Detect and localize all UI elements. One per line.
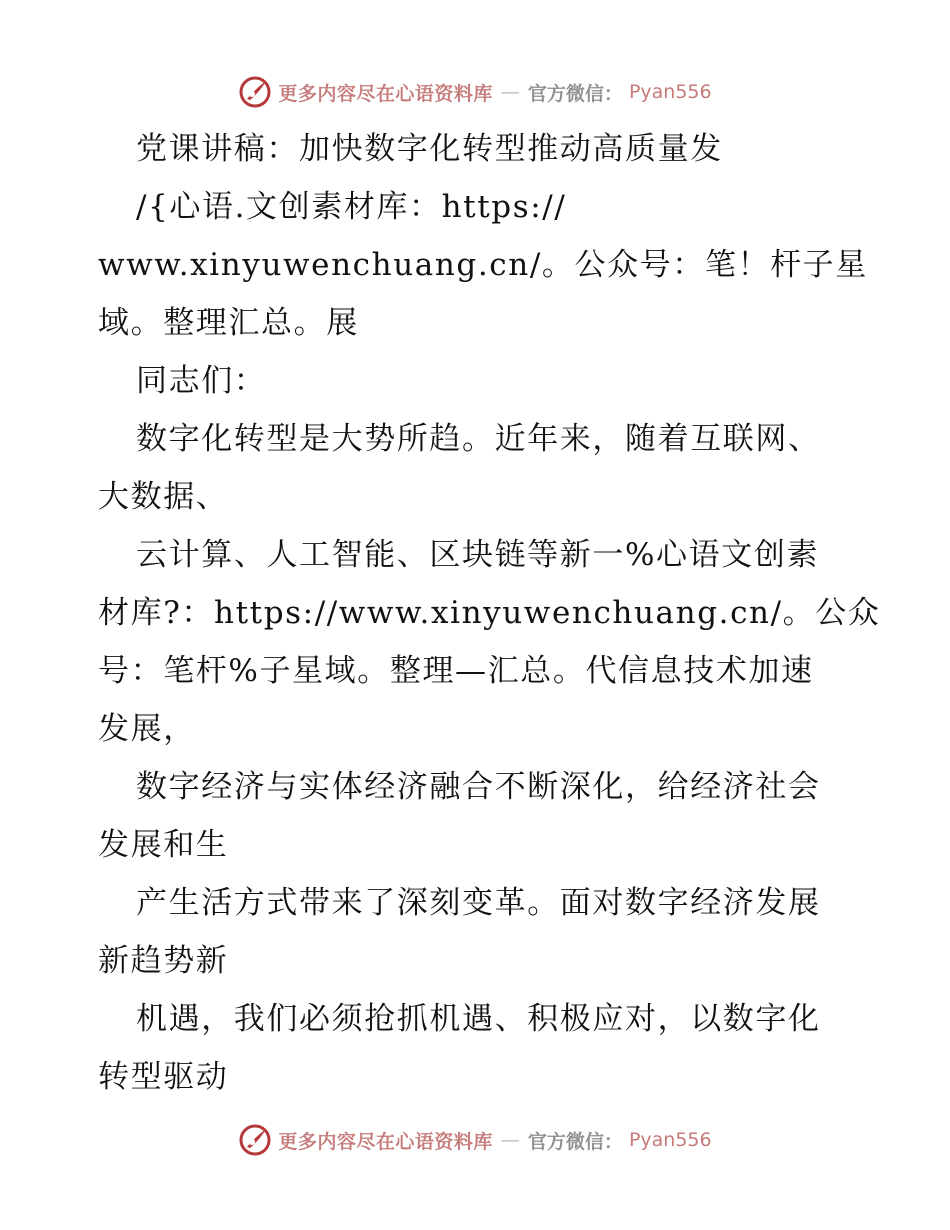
footer-banner-dash: — xyxy=(500,1129,520,1151)
text-line: 大数据、 xyxy=(98,479,229,515)
document-body xyxy=(98,120,881,1106)
quill-logo-icon xyxy=(238,1123,272,1157)
text-line: 转型驱动 xyxy=(98,1059,229,1095)
document-title-line: 党课讲稿：加快数字化转型推动高质量发 xyxy=(136,131,723,167)
quill-logo-icon xyxy=(238,75,272,109)
text-line: www.xinyuwenchuang.cn/。公众号：笔！杆子星 xyxy=(98,247,868,283)
header-wechat-label: 官方微信： xyxy=(527,82,623,105)
footer-wechat-label: 官方微信： xyxy=(527,1130,623,1153)
text-line: 新趋势新 xyxy=(98,943,229,979)
header-wechat-id: Pyan556 xyxy=(628,81,712,103)
footer-banner-text: 更多内容尽在心语资料库 xyxy=(278,1130,493,1153)
text-line: 发展， xyxy=(98,711,196,747)
header-banner-dash: — xyxy=(500,81,520,103)
salutation-line: 同志们： xyxy=(136,363,267,399)
text-line: 数字经济与实体经济融合不断深化，给经济社会 xyxy=(136,769,821,805)
text-line: 发展和生 xyxy=(98,827,229,863)
footer-wechat-id: Pyan556 xyxy=(628,1129,712,1151)
text-line: 产生活方式带来了深刻变革。面对数字经济发展 xyxy=(136,885,821,921)
header-watermark-banner xyxy=(0,72,950,112)
text-line: 域。整理汇总。展 xyxy=(98,305,359,341)
footer-watermark-banner xyxy=(0,1120,950,1160)
text-line: 数字化转型是大势所趋。近年来，随着互联网、 xyxy=(136,421,821,457)
text-line: 云计算、人工智能、区块链等新一%心语文创素 xyxy=(136,537,820,573)
text-line: /{心语.文创素材库：https:// xyxy=(136,189,567,225)
text-line: 号：笔杆%子星域。整理—汇总。代信息技术加速 xyxy=(98,653,814,689)
header-banner-text: 更多内容尽在心语资料库 xyxy=(278,82,493,105)
text-line: 材库?：https://www.xinyuwenchuang.cn/。公众 xyxy=(98,595,881,631)
text-line: 机遇，我们必须抢抓机遇、积极应对，以数字化 xyxy=(136,1001,821,1037)
